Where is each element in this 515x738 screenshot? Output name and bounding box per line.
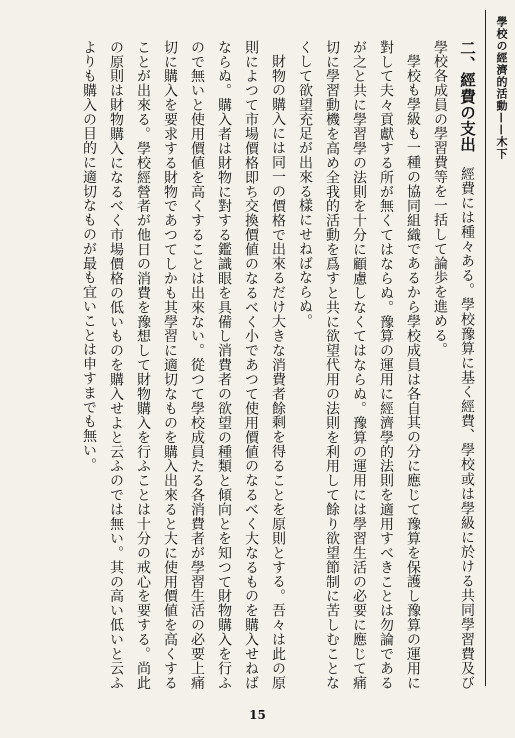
section-title: 經費の支出 (458, 72, 477, 153)
paragraph-1-text: 經費には種々ある。學校豫算に基く經費、學校或は學級に於ける共同學習費及び學校各成員の學習費等を一括して論歩を進める。 (432, 40, 475, 690)
title-gap (467, 152, 468, 166)
header-rule (485, 10, 486, 686)
body-text (75, 40, 481, 690)
paragraph-1 (426, 40, 481, 690)
section-number: 二、 (458, 40, 477, 73)
page-number: 15 (249, 708, 266, 722)
paragraph-3: 財物の購入には同一の價格で出來るだけ大きな消費者餘剩を得ることを原則とする。吾々は此の原則によつて市場價格即ち交換價値のなるべく小であつて使用價値のなるべく大なるものを購入せねばならぬ。購入者は財物に對する鑑識眼を具備し消費者の欲望の種類と傾向とを知つて財物購入を行ふので無いと使用價値を高くすることは出來ない。從つて學校成員たる各消費者が學習生活の必要上痛切に購入を要求する財物であつてしかも其學習に適切なものを購入出來ると大に使用價値を高くすることが出來る。學校經營者が他日の消費を豫想して財物購入を行ふことは十分の戒心を要する。尚此の原則は財物購入になるべく市場價格の低いものを購入せよと云ふのでは無い。其の高い低いと云ふよりも購入の目的に適切なものが最も宜いことは申すまでも無い。 (81, 40, 286, 690)
paragraph-2: 學校も學級も一種の協同組織であるから學校成員は各自其の分に應じて豫算を保護し豫算の運用に對して夫々貢獻する所が無くてはならぬ。豫算の運用に經濟學的法則を適用すべきことは勿論であるが之と共に學習學の法則を十分に顧慮しなくてはならぬ。豫算の運用には學習生活の必要に應じて痛切に學習動機を高め全我的活動を爲すと共に欲望代用の法則を利用して餘り欲望節制に苦しむことなくして欲望充足が出來る樣にせねばならぬ。 (297, 40, 421, 690)
running-head: 學校の經濟的活動——木下 (495, 16, 508, 160)
